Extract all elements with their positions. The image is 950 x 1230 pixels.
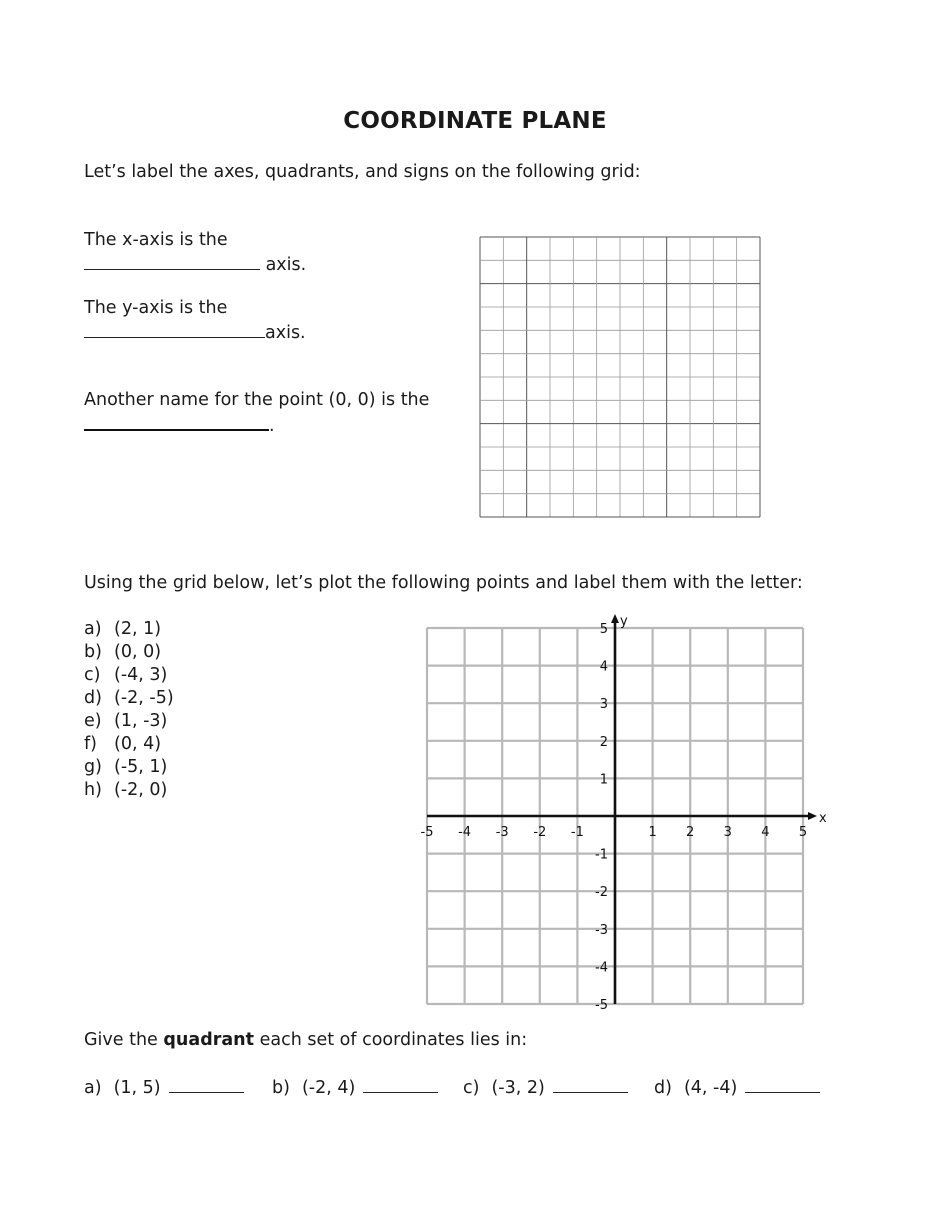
quadrant-answer-blank[interactable] [745,1075,820,1093]
y-axis-answer-blank[interactable] [84,320,265,338]
y-tick-label: 3 [599,697,608,713]
x-tick-label: -5 [420,825,434,840]
quadrant-item-label: b) [272,1078,290,1098]
point-label: d) [84,688,102,708]
point-item [84,687,174,710]
intro-text: Let’s label the axes, quadrants, and signs on the following grid: [84,162,641,182]
quadrant-item-coordinate: (-2, 4) [301,1078,356,1098]
y-axis-suffix: axis. [265,323,306,343]
quadrant-suffix: each set of coordinates lies in: [259,1030,528,1050]
point-coordinate: (0, 4) [114,734,162,754]
quadrant-item [463,1075,628,1098]
blank-grid-lines [480,237,760,517]
point-item [84,641,174,664]
quadrant-item-label: a) [84,1078,102,1098]
point-label: e) [84,711,102,731]
point-coordinate: (-5, 1) [114,757,168,777]
point-coordinate: (1, -3) [114,711,168,731]
x-tick-label: 3 [723,825,732,840]
point-item [84,664,174,687]
y-tick-label: 4 [599,659,608,675]
x-tick-label: 1 [648,825,657,840]
point-coordinate: (-4, 3) [114,665,168,685]
point-label: c) [84,665,101,685]
point-coordinate: (-2, 0) [114,780,168,800]
x-tick-label: -3 [495,825,509,840]
point-item [84,779,174,802]
point-label: f) [84,734,97,754]
y-tick-label: -2 [595,885,608,901]
point-coordinate: (2, 1) [114,619,162,639]
y-axis-label: y [620,614,628,629]
quadrant-item [84,1075,244,1098]
y-axis-prefix: The y-axis is the [84,298,228,318]
x-tick-label: -4 [458,825,472,840]
points-list [84,618,174,802]
point-coordinate: (-2, -5) [114,688,174,708]
x-axis-label: x [819,811,827,826]
x-axis-question [84,229,306,277]
quadrant-item-coordinate: (4, -4) [683,1078,738,1098]
quadrant-item-label: c) [463,1078,480,1098]
y-tick-label: -3 [595,922,608,938]
y-tick-label: -1 [595,847,608,863]
quadrant-item [654,1075,820,1098]
x-tick-label: 4 [761,825,770,840]
x-tick-label: 2 [686,825,695,840]
x-tick-label: -2 [533,825,547,840]
y-tick-label: 1 [599,772,608,788]
coordinate-plane-chart [410,610,840,1013]
chart-axes [427,614,827,1004]
origin-question [84,389,429,438]
y-tick-label: -5 [595,998,608,1013]
point-item [84,733,174,756]
point-coordinate: (0, 0) [114,642,162,662]
point-item [84,618,174,641]
origin-answer-blank[interactable] [84,412,269,431]
x-tick-label: -1 [570,825,584,840]
point-item [84,710,174,733]
blank-grid [479,236,761,518]
quadrant-instruction [84,1029,527,1052]
origin-suffix: . [269,416,275,436]
quadrant-item-label: d) [654,1078,672,1098]
point-label: a) [84,619,102,639]
origin-prefix: Another name for the point (0, 0) is the [84,390,430,410]
quadrant-bold-word: quadrant [163,1030,254,1050]
quadrant-answer-blank[interactable] [169,1075,244,1093]
y-axis-arrow [611,614,619,623]
quadrant-item-coordinate: (1, 5) [113,1078,161,1098]
y-tick-label: 5 [599,622,608,637]
plot-instruction: Using the grid below, let’s plot the following points and label them with the letter: [84,573,803,593]
x-axis-arrow [808,812,817,820]
y-tick-label: 2 [599,734,608,750]
quadrant-answer-blank[interactable] [553,1075,628,1093]
x-axis-answer-blank[interactable] [84,252,260,270]
quadrant-item-coordinate: (-3, 2) [491,1078,545,1098]
page-title: COORDINATE PLANE [343,108,607,134]
quadrant-answer-blank[interactable] [363,1075,438,1093]
point-label: g) [84,757,102,777]
point-label: b) [84,642,102,662]
point-label: h) [84,780,102,800]
quadrant-item [272,1075,438,1098]
quadrant-prefix: Give the [84,1030,158,1050]
y-axis-question [84,297,306,345]
x-tick-label: 5 [798,825,808,840]
x-axis-prefix: The x-axis is the [84,230,228,250]
point-item [84,756,174,779]
x-axis-suffix: axis. [265,255,307,275]
y-tick-label: -4 [595,960,608,976]
